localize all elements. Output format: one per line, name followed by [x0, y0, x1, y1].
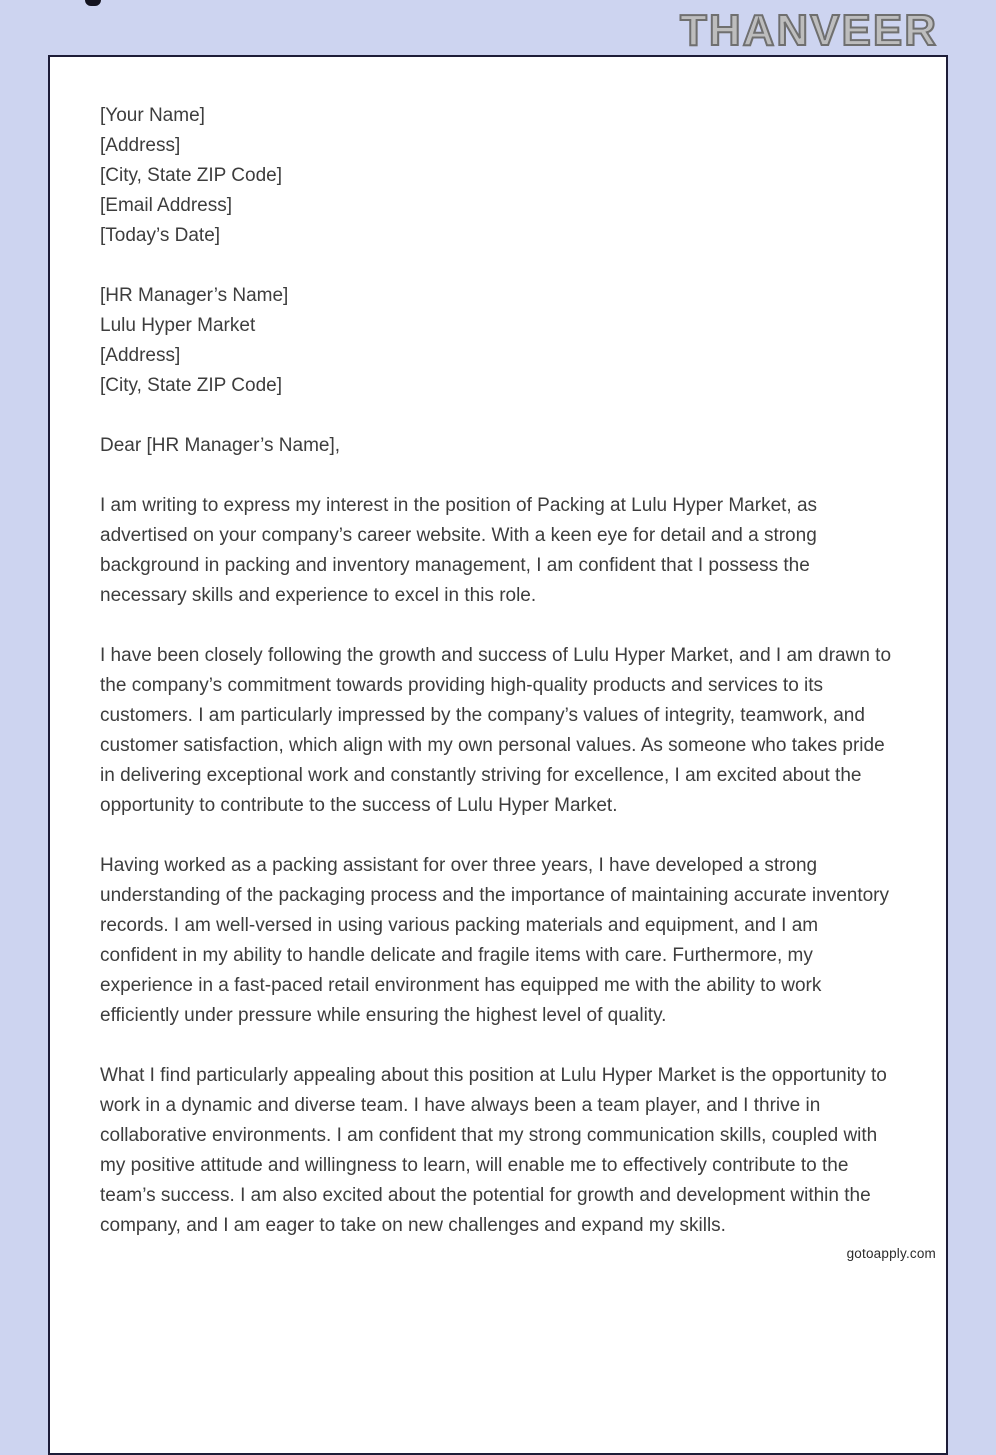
sender-address-line: [Address] [100, 135, 181, 156]
sender-city-line: [City, State ZIP Code] [100, 165, 282, 186]
sender-date-line: [Today’s Date] [100, 225, 221, 246]
letter-page [48, 55, 948, 1455]
paragraph-intro: I am writing to express my interest in the position of Packing at Lulu Hyper Market, as advertised on your company’s career website. With a keen eye for detail and a strong background in packing and inventory management, I am confident that I possess the necessary skills and experience to excel in this role. [100, 495, 818, 606]
recipient-city-line: [City, State ZIP Code] [100, 375, 282, 396]
salutation: Dear [HR Manager’s Name], [100, 435, 341, 456]
recipient-address-line: [Address] [100, 345, 181, 366]
paragraph-teamwork: What I find particularly appealing about this position at Lulu Hyper Market is the opportunity to work in a dynamic and diverse team. I have always been a team player, and I thrive in collaborative environments. I am confident that my strong communication skills, coupled with my positive attitude and willingness to learn, will enable me to effectively contribute to the team’s success. I am also excited about the potential for growth and development within the company, and I am eager to take on new challenges and expand my skills. [100, 1065, 887, 1236]
paragraph-experience: Having worked as a packing assistant for over three years, I have developed a strong understanding of the packaging process and the importance of maintaining accurate inventory records. I am well-versed in using various packing materials and equipment, and I am confident in my ability to handle delicate and fragile items with care. Furthermore, my experience in a fast-paced retail environment has equipped me with the ability to work efficiently under pressure while ensuring the highest level of quality. [100, 855, 889, 1026]
recipient-name-line: [HR Manager’s Name] [100, 285, 289, 306]
sender-email-line: [Email Address] [100, 195, 232, 216]
letter-body [100, 101, 894, 1241]
paragraph-company-interest: I have been closely following the growth and success of Lulu Hyper Market, and I am drawn to the company’s commitment towards providing high-quality products and services to its customers. I am particularly impressed by the company’s values of integrity, teamwork, and customer satisfaction, which align with my own personal values. As someone who takes pride in delivering exceptional work and constantly striving for excellence, I am excited about the opportunity to contribute to the success of Lulu Hyper Market. [100, 645, 892, 816]
recipient-company-line: Lulu Hyper Market [100, 315, 256, 336]
recipient-block [100, 281, 894, 401]
brand-wordmark: THANVEER [679, 6, 938, 55]
sender-block [100, 101, 894, 251]
top-edge-artifact [85, 0, 101, 6]
watermark-text: gotoapply.com [846, 1246, 936, 1261]
sender-name-line: [Your Name] [100, 105, 205, 126]
